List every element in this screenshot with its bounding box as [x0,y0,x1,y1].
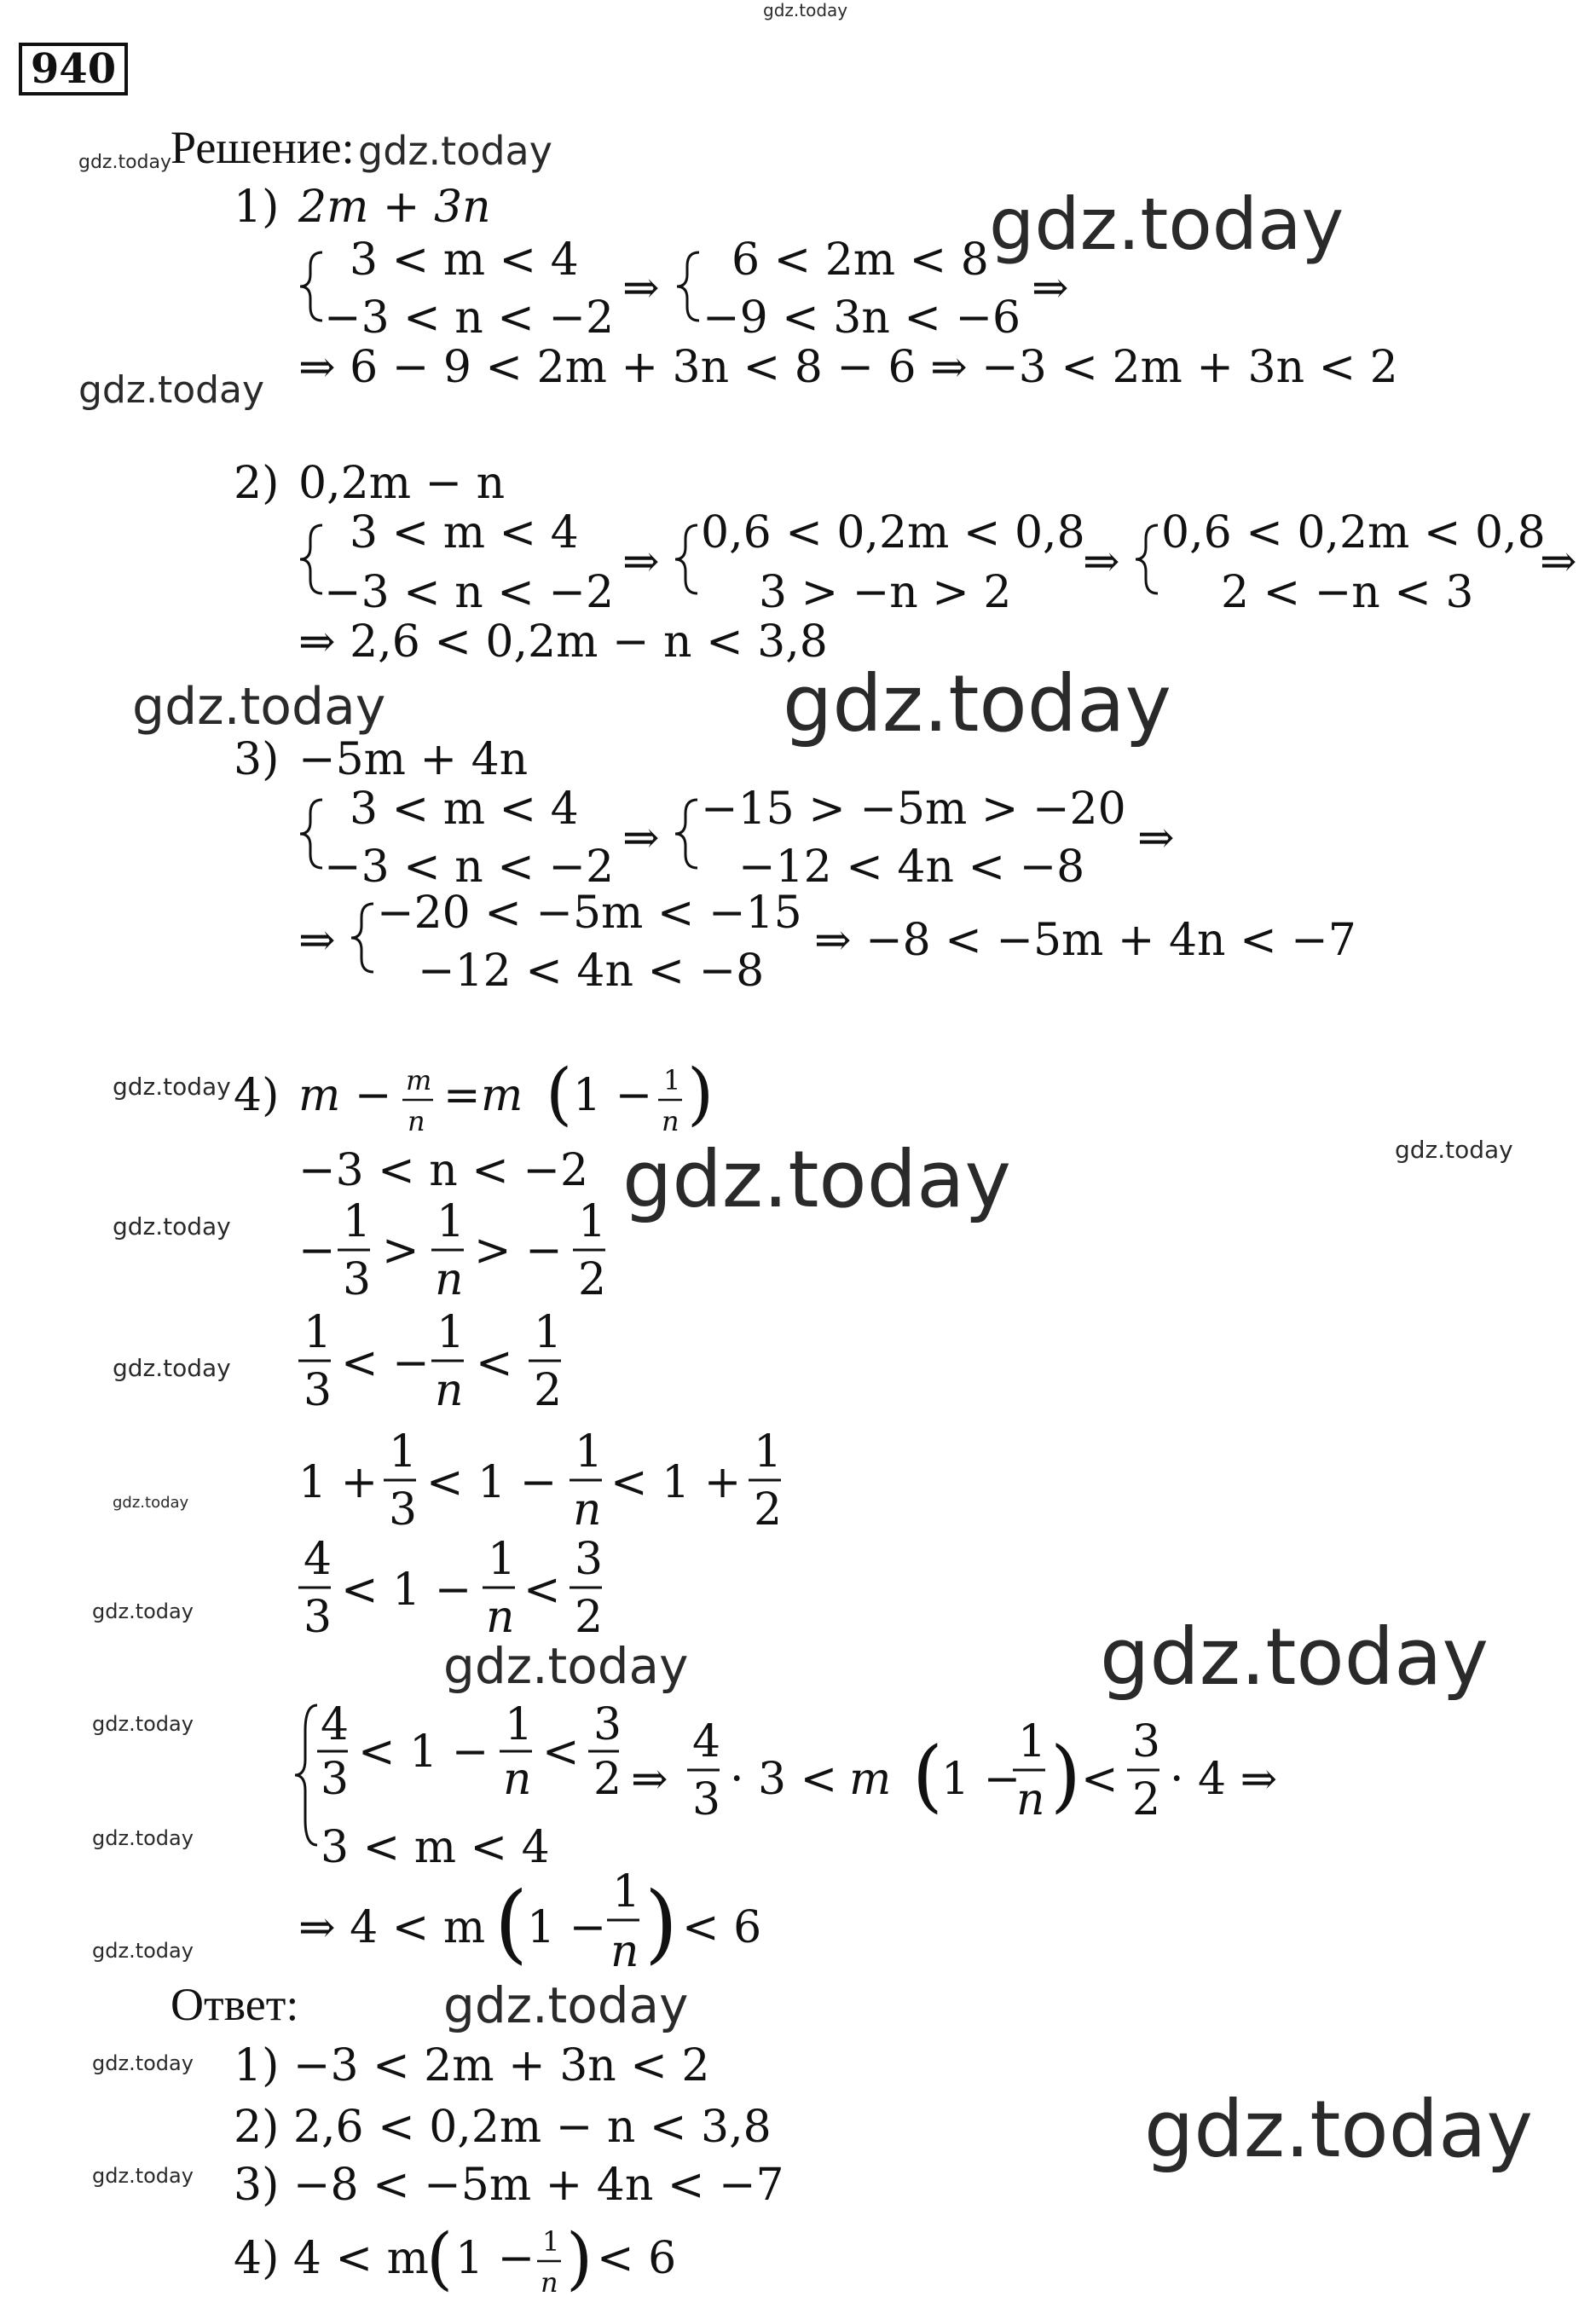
implies-arrow: ⇒ [1083,536,1120,587]
answer-line: 3) −8 < −5m + 4n < −7 [234,2160,784,2211]
svg-text:1: 1 [437,1307,466,1358]
svg-text:3: 3 [1132,1716,1161,1767]
system-line: 3 < m < 4 [350,507,579,558]
system-brace [300,252,322,321]
svg-text:1: 1 [578,1196,607,1247]
svg-text:· 4 ⇒: · 4 ⇒ [1170,1754,1278,1805]
svg-text:1: 1 [754,1426,783,1478]
svg-text:2: 2 [575,1592,604,1643]
watermark: gdz.today [358,128,552,174]
implies-arrow: ⇒ [622,263,660,314]
system-line: 3 > −n > 2 [759,567,1012,618]
watermark: gdz.today [1395,1136,1513,1164]
svg-text:1: 1 [505,1699,534,1750]
svg-text:1: 1 [343,1196,372,1247]
system-brace [677,252,699,321]
item-result: ⇒ −8 < −5m + 4n < −7 [814,915,1356,966]
system-line: 6 < 2m < 8 [732,234,989,286]
item4-system-top [317,1699,1277,1825]
watermark: gdz.today [622,1134,1011,1225]
watermark: gdz.today [443,1637,689,1695]
watermark: gdz.today [1100,1611,1489,1703]
watermark: gdz.today [113,1073,231,1101]
svg-text:): ) [566,2218,593,2298]
svg-text:< 6: < 6 [682,1902,762,1953]
svg-text:< 1 −: < 1 − [358,1727,489,1778]
svg-text:< 1 +: < 1 + [610,1457,742,1508]
svg-text:(: ( [426,2218,454,2298]
watermark: gdz.today [783,658,1171,749]
svg-text:n: n [408,1105,425,1137]
answer-heading: Ответ: [171,1979,299,2030]
watermark: gdz.today [443,1976,689,2034]
svg-text:1: 1 [1018,1716,1047,1767]
math-line-shifted [298,1426,782,1536]
svg-text:< −: < − [341,1338,430,1389]
svg-text:<: < [476,1338,513,1389]
svg-text:4: 4 [692,1716,721,1767]
system-line: 2 < −n < 3 [1221,567,1474,618]
svg-text:4) 4 < m: 4) 4 < m [234,2233,429,2284]
item-expression: 2m + 3n [298,182,491,233]
svg-text:n: n [610,1926,639,1977]
system-brace [300,800,322,868]
watermark: gdz.today [92,1939,194,1963]
watermark: gdz.today [1144,2084,1533,2175]
svg-text:n: n [435,1365,464,1416]
math-line-bounds [298,1534,603,1643]
system-line: −20 < −5m < −15 [377,888,802,939]
answer-line-4 [234,2218,676,2299]
svg-text:−: − [298,1225,336,1276]
svg-text:m: m [481,1070,523,1121]
svg-text:3: 3 [343,1254,372,1305]
svg-text:n: n [541,2266,558,2299]
watermark-top: gdz.today [763,0,848,20]
svg-text:1 −: 1 − [573,1070,653,1121]
item4-result [298,1866,761,1977]
math-line-negated [298,1307,562,1416]
svg-text:1: 1 [534,1307,563,1358]
svg-text:< 1 −: < 1 − [426,1457,558,1508]
answer-line: 2) 2,6 < 0,2m − n < 3,8 [234,2102,772,2153]
svg-text:(: ( [912,1730,943,1821]
system-line: 0,6 < 0,2m < 0,8 [701,507,1085,558]
svg-text:m: m [849,1754,892,1805]
implies-arrow: ⇒ [298,915,336,966]
watermark: gdz.today [989,182,1344,266]
svg-text:): ) [687,1054,714,1133]
svg-text:3: 3 [575,1534,604,1585]
watermark: gdz.today [113,1494,189,1512]
svg-text:m −: m − [298,1070,392,1121]
watermark: gdz.today [113,1212,231,1241]
system-line: −12 < 4n < −8 [738,842,1085,893]
svg-text:): ) [645,1873,679,1973]
item-number: 2) [234,458,280,509]
watermark: gdz.today [78,368,265,412]
system-line: −3 < n < −2 [324,567,615,618]
svg-text:< 6: < 6 [597,2233,677,2284]
item-number: 4) [234,1070,280,1121]
svg-text:3: 3 [692,1774,721,1825]
item-result: ⇒ 2,6 < 0,2m − n < 3,8 [298,616,828,668]
system-brace [300,525,322,593]
item-result: ⇒ 6 − 9 < 2m + 3n < 8 − 6 ⇒ −3 < 2m + 3n < 2 [298,342,1398,393]
system-brace [295,1705,317,1845]
svg-text:n: n [435,1254,464,1305]
implies-arrow: ⇒ [622,536,660,587]
svg-text:3: 3 [593,1699,622,1750]
svg-text:3: 3 [304,1365,332,1416]
svg-text:3: 3 [321,1754,350,1805]
svg-text:1 +: 1 + [298,1457,379,1508]
watermark: gdz.today [92,2164,194,2188]
svg-text:n: n [573,1484,602,1536]
system-brace [675,525,697,593]
system-brace [1136,525,1158,593]
svg-text:⇒ 4 < m: ⇒ 4 < m [298,1902,486,1953]
svg-text:4: 4 [321,1699,350,1750]
system-line: −9 < 3n < −6 [703,292,1021,344]
svg-text:m: m [406,1064,432,1096]
system-brace [351,904,373,972]
svg-text:<: < [523,1565,561,1616]
svg-text:n: n [486,1592,515,1643]
item4-expression [298,1054,714,1137]
svg-text:n: n [662,1105,679,1137]
svg-text:=: = [443,1070,481,1121]
watermark: gdz.today [92,1826,194,1850]
watermark: gdz.today [92,1712,194,1736]
svg-text:n: n [503,1754,532,1805]
svg-text:(: ( [546,1054,573,1133]
system-line: −12 < 4n < −8 [418,946,765,997]
system-line: 3 < m < 4 [350,234,579,286]
svg-text:1: 1 [304,1307,332,1358]
task-number-box: 940 [19,43,128,95]
svg-text:1 −: 1 − [527,1902,607,1953]
svg-text:2: 2 [534,1365,563,1416]
svg-text:1: 1 [389,1426,418,1478]
system-line: −3 < n < −2 [324,292,615,344]
svg-text:4: 4 [304,1534,332,1585]
implies-arrow: ⇒ [1137,813,1175,864]
svg-text:): ) [1050,1730,1081,1821]
watermark: gdz.today [92,2051,194,2075]
system-line: −3 < n < −2 [324,842,615,893]
svg-text:1: 1 [663,1064,681,1096]
system-line: −15 > −5m > −20 [701,784,1126,835]
svg-text:< 1 −: < 1 − [341,1565,472,1616]
system-brace [675,800,697,868]
svg-text:3: 3 [389,1484,418,1536]
watermark: gdz.today [78,152,172,173]
svg-text:1: 1 [542,2225,560,2258]
watermark: gdz.today [113,1354,231,1382]
svg-text:2: 2 [593,1754,622,1805]
svg-text:⇒: ⇒ [631,1754,668,1805]
item-number: 3) [234,734,280,785]
svg-text:(: ( [494,1873,529,1973]
svg-text:<: < [1081,1754,1119,1805]
implies-arrow: ⇒ [622,813,660,864]
watermark: gdz.today [92,1599,194,1623]
watermark: gdz.today [132,677,386,737]
svg-text:1: 1 [488,1534,517,1585]
svg-text:1 −: 1 − [941,1754,1021,1805]
svg-text:1 −: 1 − [455,2233,535,2284]
system-line: 3 < m < 4 [321,1822,550,1873]
math-line: −3 < n < −2 [298,1145,589,1196]
svg-text:1: 1 [437,1196,466,1247]
svg-text:>: > [382,1225,419,1276]
svg-text:<: < [542,1727,580,1778]
item-number: 1) [234,182,280,233]
implies-arrow: ⇒ [1540,536,1577,587]
system-line: 3 < m < 4 [350,784,579,835]
svg-text:n: n [1016,1774,1045,1825]
item-expression: −5m + 4n [298,734,529,785]
svg-text:1: 1 [612,1866,641,1918]
svg-text:· 3 <: · 3 < [730,1754,838,1805]
implies-arrow: ⇒ [1032,263,1069,314]
svg-text:2: 2 [578,1254,607,1305]
svg-text:2: 2 [754,1484,783,1536]
item-expression: 0,2m − n [298,458,506,509]
svg-text:3: 3 [304,1592,332,1643]
svg-text:2: 2 [1132,1774,1161,1825]
svg-text:> −: > − [474,1225,563,1276]
math-line-reciprocal [298,1196,606,1305]
answer-line: 1) −3 < 2m + 3n < 2 [234,2040,710,2091]
system-line: 0,6 < 0,2m < 0,8 [1161,507,1546,558]
solution-heading: Решение: [171,122,355,173]
svg-text:1: 1 [575,1426,604,1478]
